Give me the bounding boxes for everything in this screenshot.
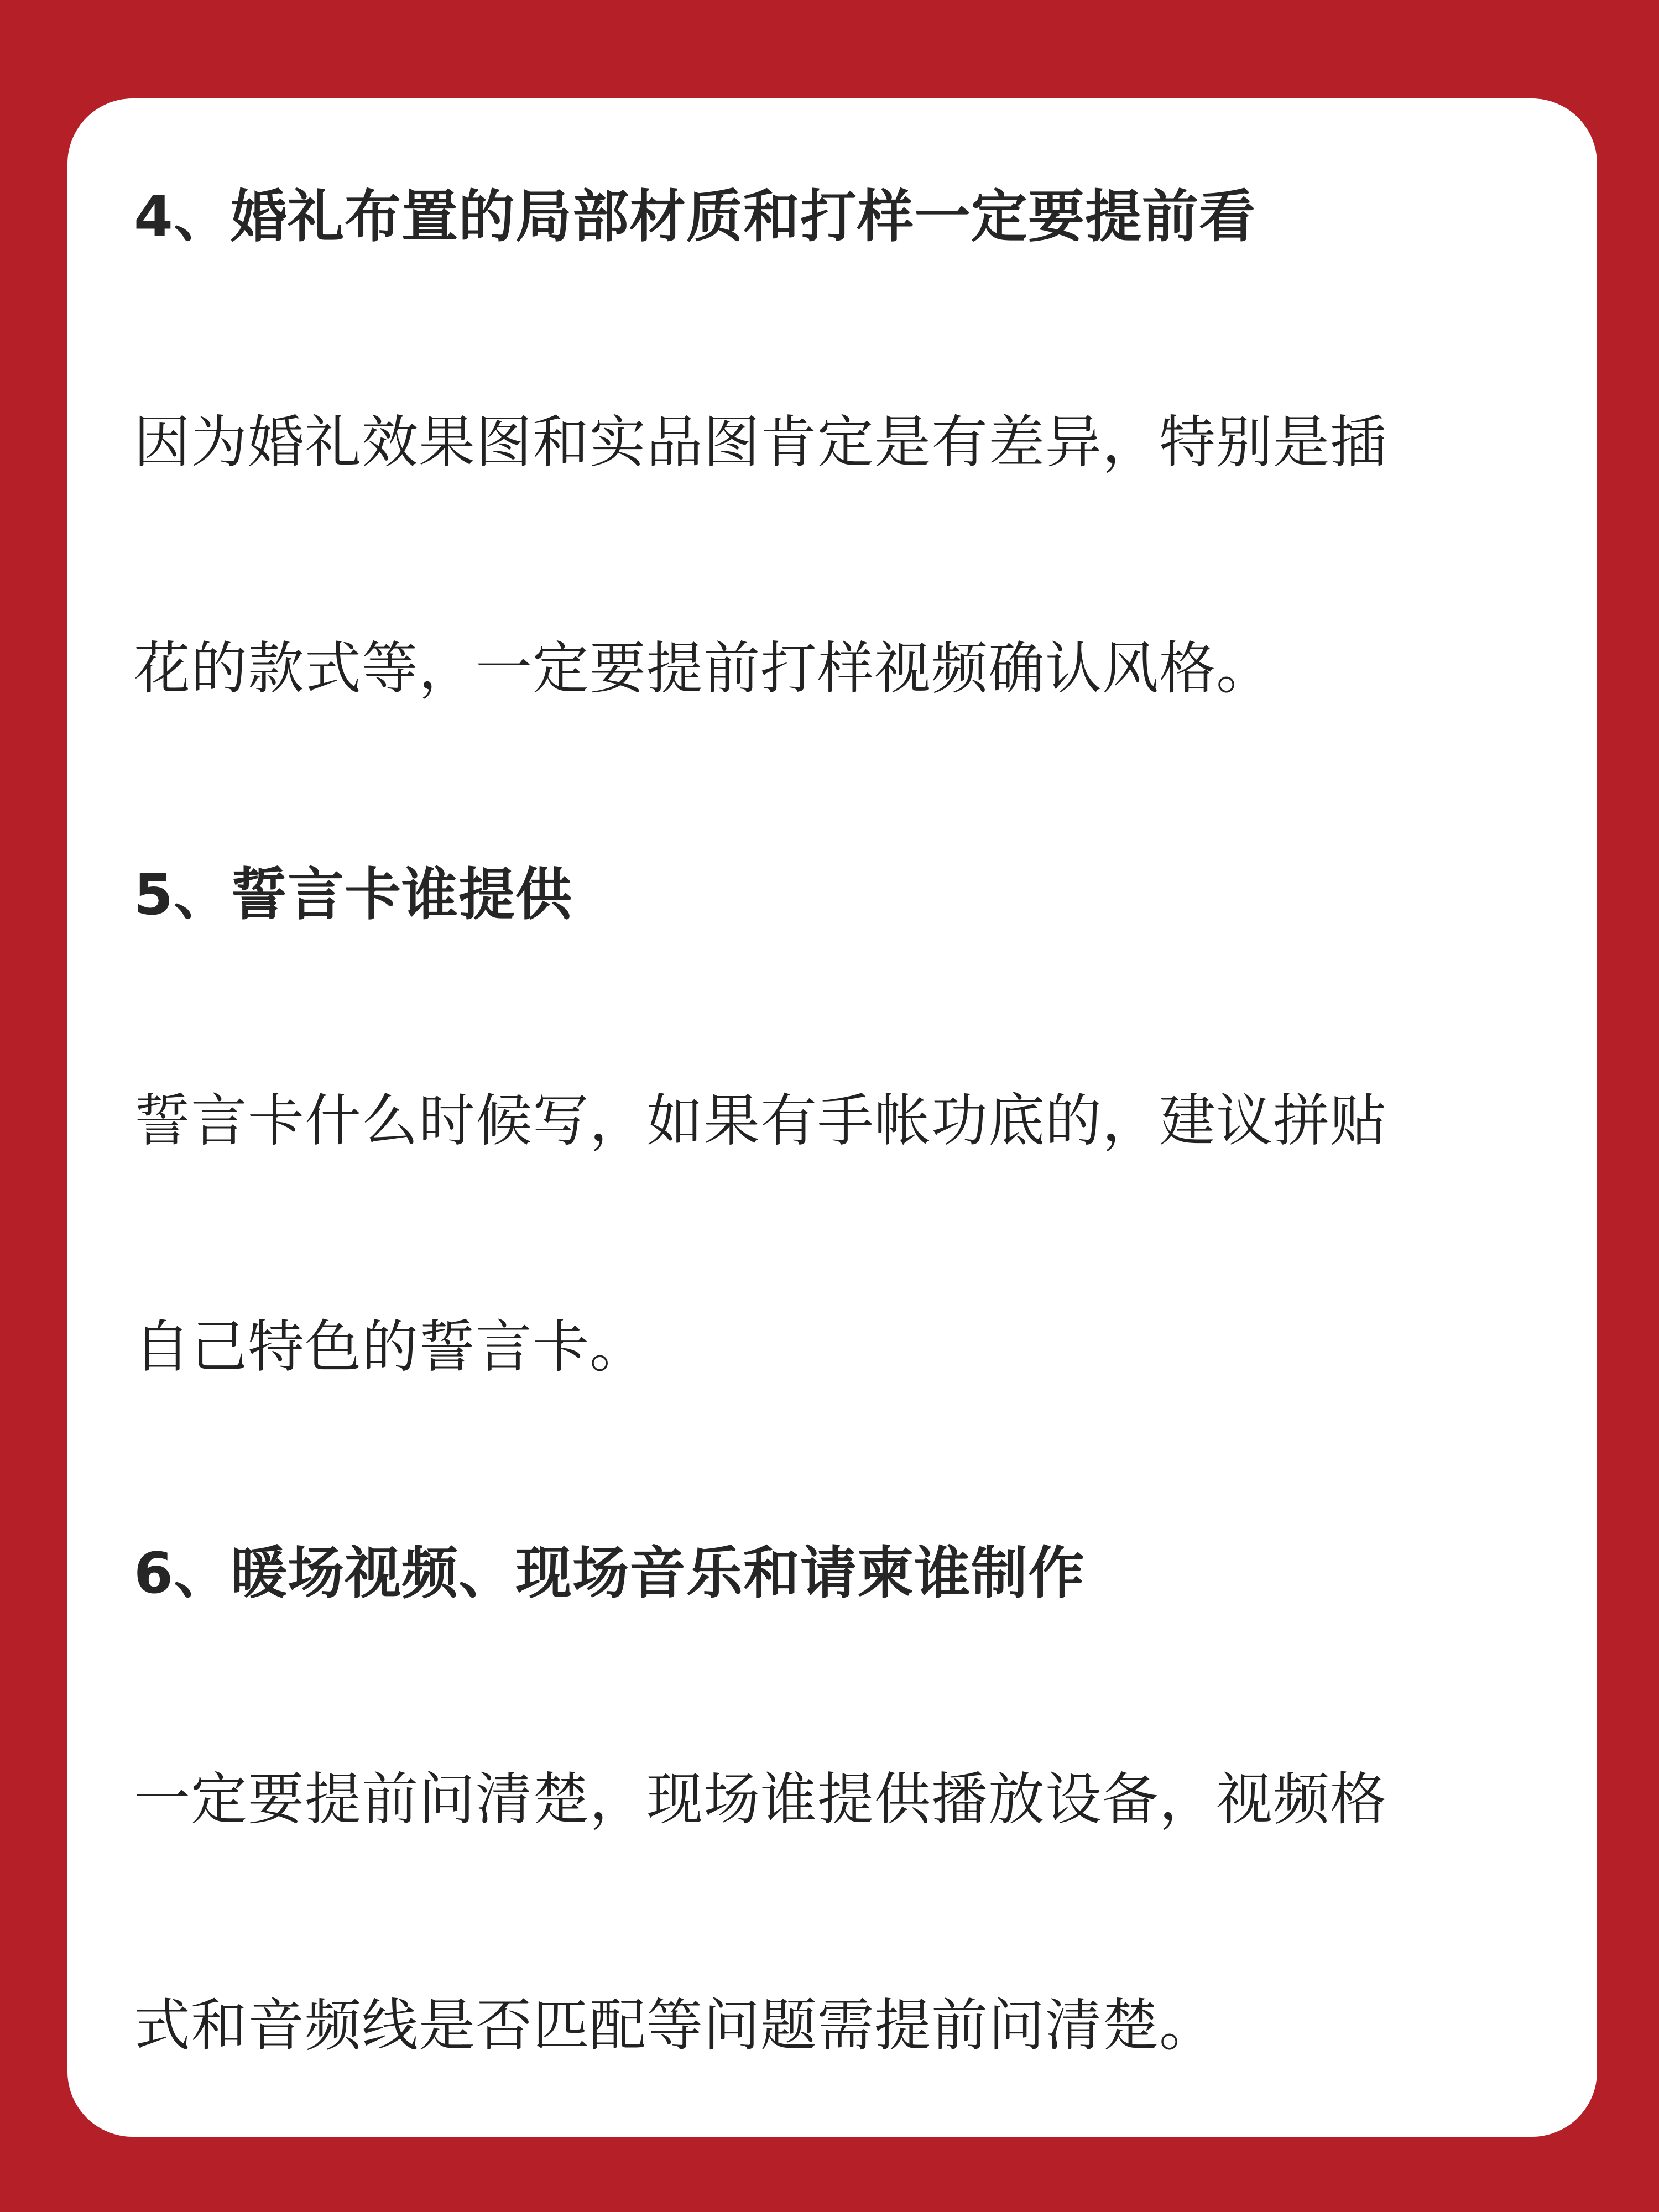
section-5-heading: 5、誓言卡谁提供 <box>134 862 572 928</box>
section-4-line-1: 因为婚礼效果图和实品图肯定是有差异，特别是插 <box>134 410 1387 476</box>
section-6-line-2: 式和音频线是否匹配等问题需提前问清楚。 <box>134 1993 1216 2059</box>
section-4-heading: 4、婚礼布置的局部材质和打样一定要提前看 <box>134 184 1256 250</box>
section-5-line-1: 誓言卡什么时候写，如果有手帐功底的，建议拼贴 <box>134 1088 1387 1154</box>
section-6-line-1: 一定要提前问清楚，现场谁提供播放设备，视频格 <box>134 1767 1387 1833</box>
section-6-heading: 6、暖场视频、现场音乐和请柬谁制作 <box>134 1541 1085 1606</box>
section-4-line-2: 花的款式等，一定要提前打样视频确认风格。 <box>134 636 1273 702</box>
section-5-line-2: 自己特色的誓言卡。 <box>134 1314 646 1380</box>
